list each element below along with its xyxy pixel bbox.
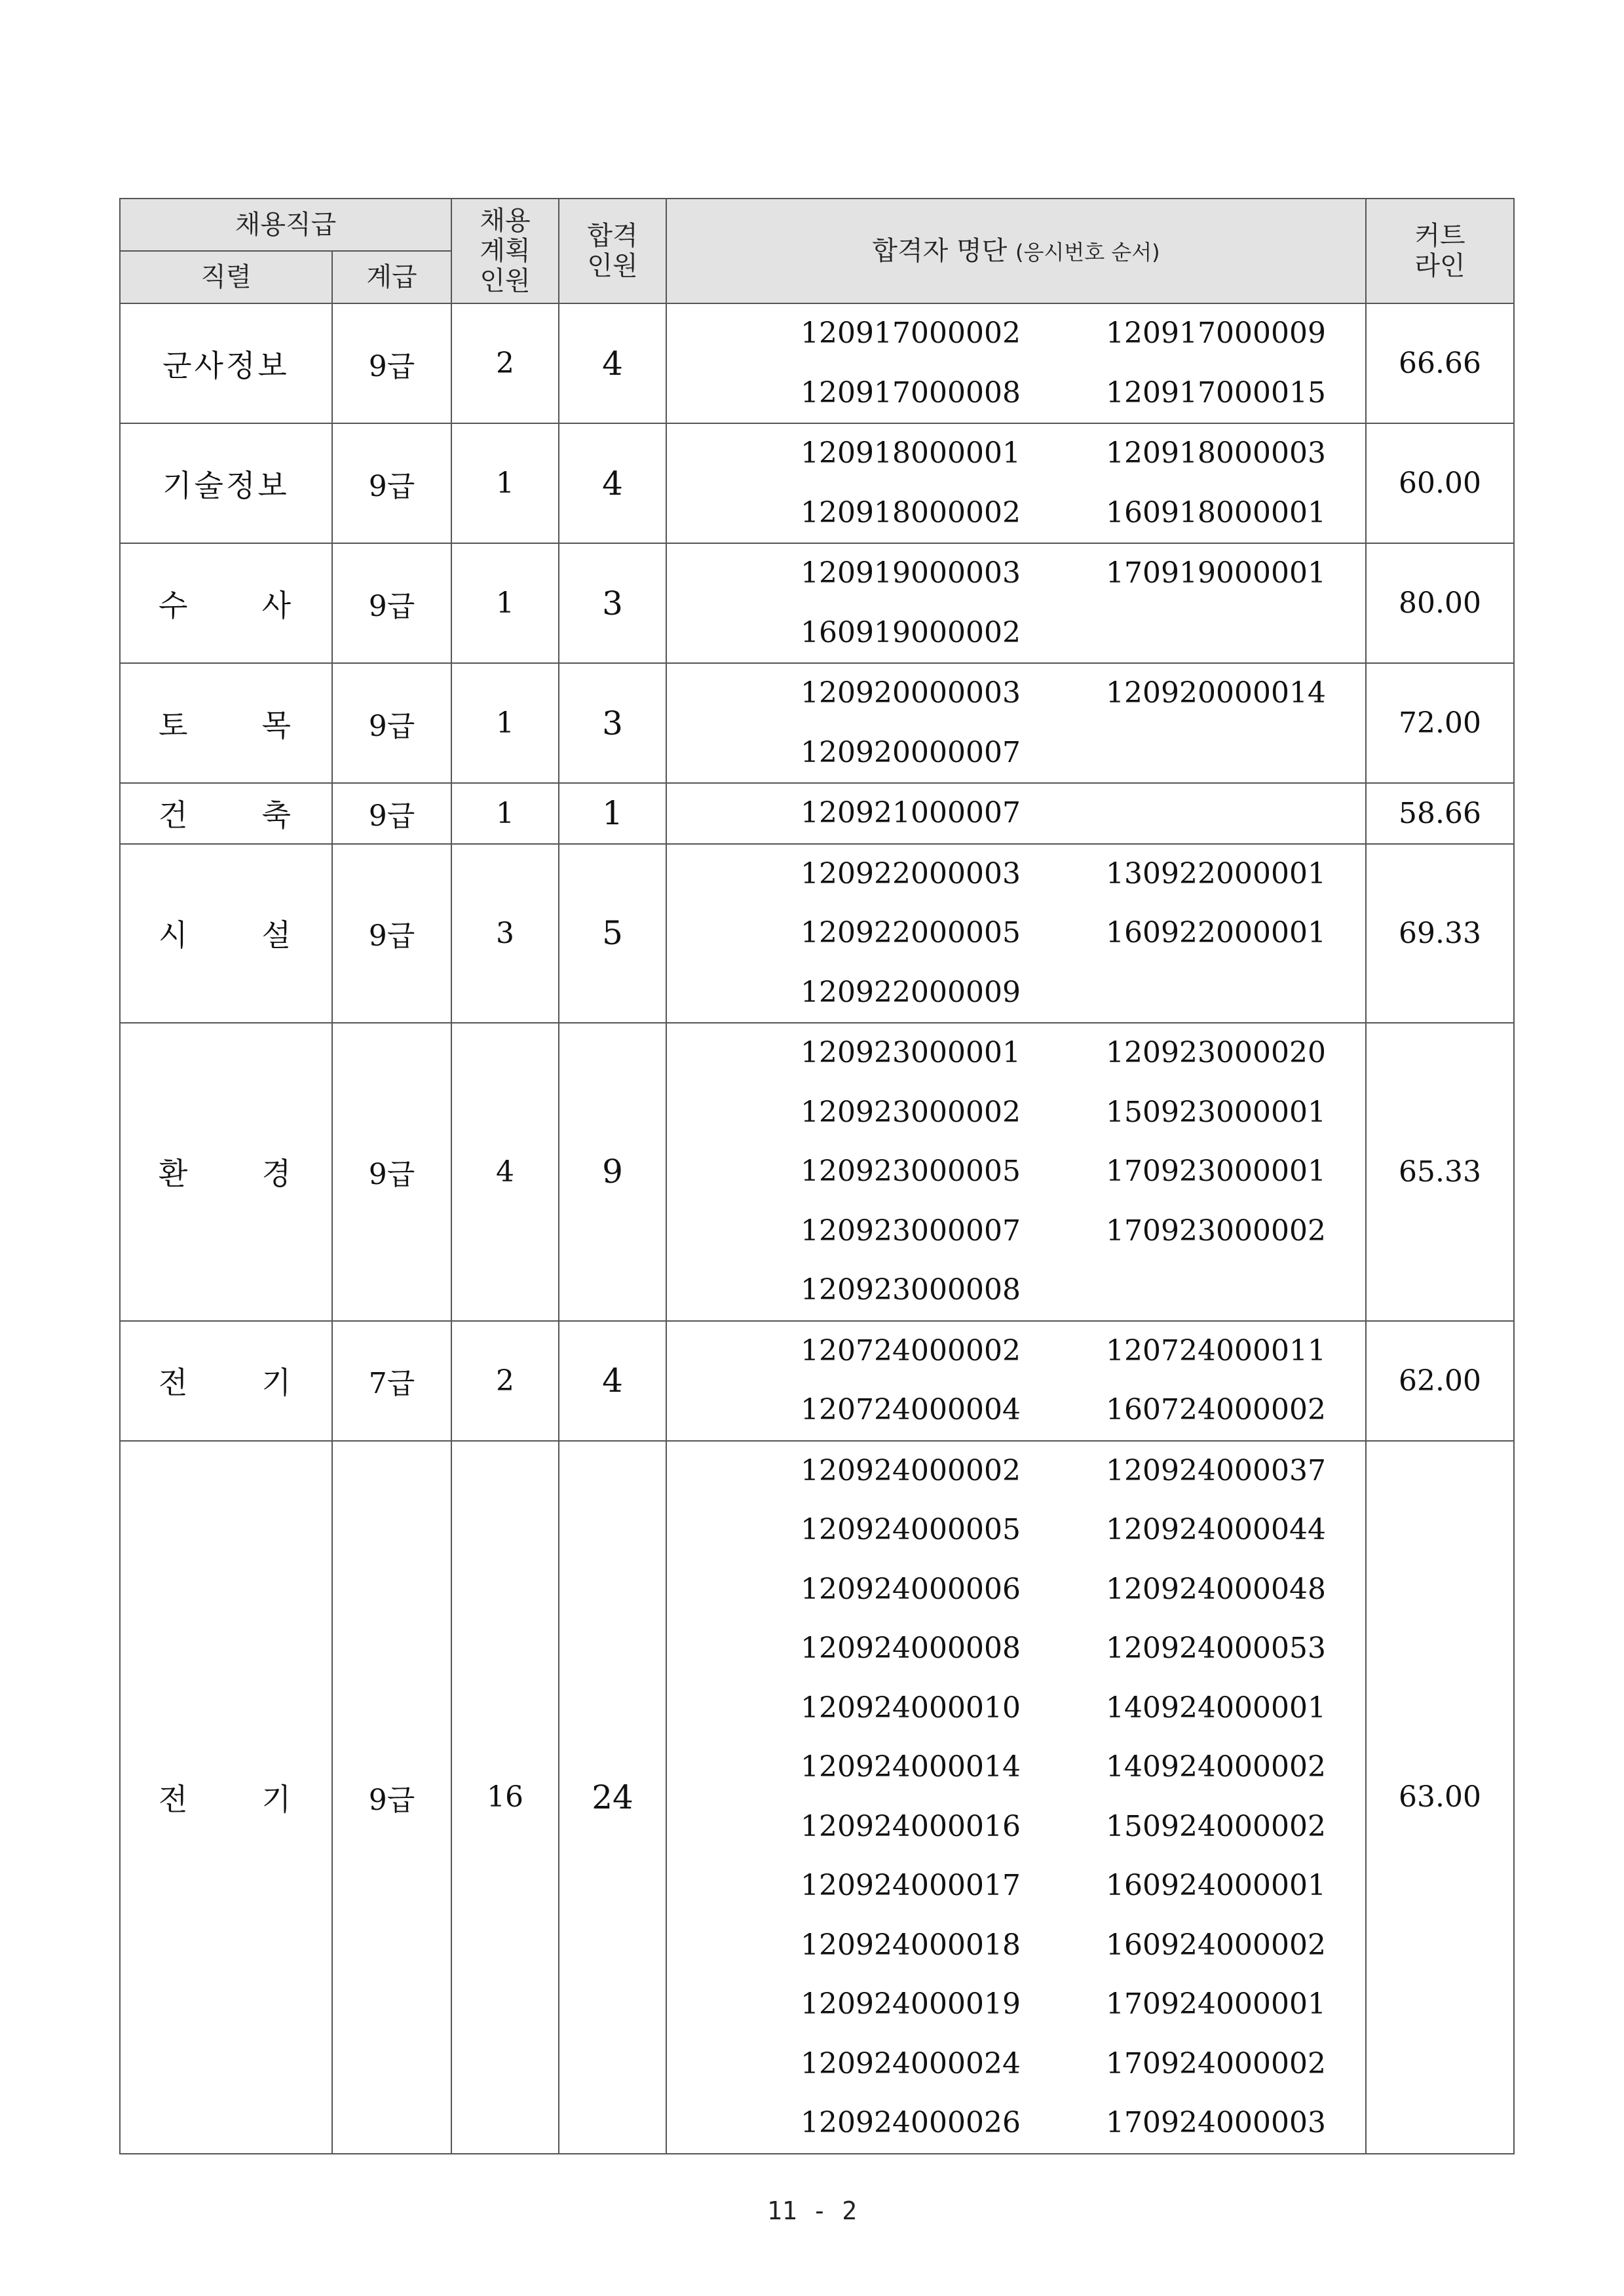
header-plan-line3: 인원 bbox=[480, 266, 531, 296]
table-body bbox=[120, 303, 1514, 2154]
plan-count-cell: 1 bbox=[451, 423, 559, 543]
position-cell bbox=[120, 1023, 332, 1321]
exam-number: 120923000020 bbox=[1106, 1036, 1326, 1069]
pass-count-cell: 4 bbox=[559, 1321, 666, 1441]
exam-number: 150924000002 bbox=[1106, 1809, 1326, 1843]
exam-number: 120924000006 bbox=[801, 1572, 1021, 1606]
name-list-cell bbox=[666, 1441, 1366, 2154]
position-cell bbox=[120, 1321, 332, 1441]
position-char: 목 bbox=[261, 707, 293, 743]
exam-number: 140924000001 bbox=[1106, 1691, 1326, 1725]
table-row bbox=[120, 783, 1514, 844]
exam-number: 120917000009 bbox=[1106, 316, 1326, 350]
plan-count-cell: 3 bbox=[451, 844, 559, 1024]
position-label bbox=[121, 911, 331, 955]
position-char: 축 bbox=[261, 797, 293, 833]
exam-number: 120924000053 bbox=[1106, 1632, 1326, 1665]
exam-number: 120917000002 bbox=[801, 316, 1021, 350]
exam-number: 120920000014 bbox=[1106, 676, 1326, 710]
exam-number: 120922000003 bbox=[801, 856, 1021, 890]
exam-number: 120924000014 bbox=[801, 1750, 1021, 1784]
grade-cell: 9급 bbox=[332, 423, 451, 543]
exam-number: 160918000001 bbox=[1106, 495, 1326, 529]
exam-number: 120924000024 bbox=[801, 2046, 1021, 2080]
plan-count-cell: 1 bbox=[451, 543, 559, 663]
results-table bbox=[119, 198, 1515, 2154]
plan-count-cell: 2 bbox=[451, 1321, 559, 1441]
grade-cell: 9급 bbox=[332, 303, 451, 423]
exam-number: 120923000002 bbox=[801, 1095, 1021, 1129]
header-pass-line1: 합격 bbox=[587, 221, 638, 251]
grade-cell: 9급 bbox=[332, 1023, 451, 1321]
header-cutline bbox=[1366, 199, 1514, 303]
table-header bbox=[120, 199, 1514, 303]
cutline-cell: 69.33 bbox=[1366, 844, 1514, 1024]
table-row bbox=[120, 303, 1514, 423]
exam-number: 120924000019 bbox=[801, 1987, 1021, 2021]
position-cell bbox=[120, 543, 332, 663]
name-list bbox=[667, 544, 1365, 662]
plan-count-cell: 4 bbox=[451, 1023, 559, 1321]
position-char: 경 bbox=[261, 1156, 293, 1192]
position-cell bbox=[120, 844, 332, 1024]
grade-cell: 9급 bbox=[332, 663, 451, 783]
position-char: 토 bbox=[159, 707, 191, 743]
position-label bbox=[121, 582, 331, 625]
name-list-cell bbox=[666, 423, 1366, 543]
pass-count-cell: 5 bbox=[559, 844, 666, 1024]
position-cell bbox=[120, 303, 332, 423]
cutline-cell: 63.00 bbox=[1366, 1441, 1514, 2154]
exam-number: 160924000001 bbox=[1106, 1869, 1326, 1902]
name-list bbox=[667, 664, 1365, 782]
cutline-cell: 62.00 bbox=[1366, 1321, 1514, 1441]
exam-number: 120918000002 bbox=[801, 495, 1021, 529]
exam-number: 160924000002 bbox=[1106, 1928, 1326, 1962]
exam-number: 120924000002 bbox=[801, 1453, 1021, 1487]
position-char: 전 bbox=[159, 1365, 191, 1400]
pass-count-cell: 4 bbox=[559, 303, 666, 423]
exam-number: 120923000007 bbox=[801, 1214, 1021, 1248]
exam-number: 120724000002 bbox=[801, 1333, 1021, 1368]
name-list-cell bbox=[666, 303, 1366, 423]
position-char: 설 bbox=[261, 917, 293, 953]
name-list-cell bbox=[666, 1321, 1366, 1441]
name-list-cell bbox=[666, 1023, 1366, 1321]
name-list-cell bbox=[666, 783, 1366, 844]
position-label bbox=[121, 1359, 331, 1402]
position-char: 환 bbox=[159, 1156, 191, 1192]
cutline-cell: 65.33 bbox=[1366, 1023, 1514, 1321]
exam-number: 120924000016 bbox=[801, 1809, 1021, 1843]
position-char: 사 bbox=[261, 587, 293, 623]
exam-number: 160919000002 bbox=[801, 615, 1021, 649]
exam-number: 120922000009 bbox=[801, 975, 1021, 1009]
header-recruit-grade: 채용직급 bbox=[120, 199, 451, 251]
header-list-main: 합격자 명단 bbox=[872, 236, 1008, 266]
exam-number: 170923000002 bbox=[1106, 1214, 1326, 1248]
exam-number: 120924000005 bbox=[801, 1513, 1021, 1546]
grade-cell: 9급 bbox=[332, 1441, 451, 2154]
grade-cell: 9급 bbox=[332, 543, 451, 663]
name-list-cell bbox=[666, 844, 1366, 1024]
exam-number: 170919000001 bbox=[1106, 556, 1326, 590]
grade-cell: 9급 bbox=[332, 783, 451, 844]
table-row bbox=[120, 844, 1514, 1024]
position-char: 기 bbox=[261, 1365, 293, 1400]
cutline-cell: 58.66 bbox=[1366, 783, 1514, 844]
exam-number: 120724000011 bbox=[1106, 1333, 1326, 1368]
exam-number: 120924000026 bbox=[801, 2106, 1021, 2139]
position-label bbox=[121, 702, 331, 745]
header-plan-count bbox=[451, 199, 559, 303]
header-list-note: (응시번호 순서) bbox=[1015, 240, 1160, 265]
exam-number: 120918000001 bbox=[801, 436, 1021, 470]
position-label bbox=[121, 1150, 331, 1193]
exam-number: 120924000044 bbox=[1106, 1513, 1326, 1546]
name-list bbox=[667, 845, 1365, 1023]
pass-count-cell: 3 bbox=[559, 543, 666, 663]
plan-count-cell: 16 bbox=[451, 1441, 559, 2154]
header-grade: 계급 bbox=[332, 251, 451, 303]
grade-cell: 7급 bbox=[332, 1321, 451, 1441]
cutline-cell: 60.00 bbox=[1366, 423, 1514, 543]
exam-number: 120918000003 bbox=[1106, 436, 1326, 470]
exam-number: 130922000001 bbox=[1106, 856, 1326, 890]
plan-count-cell: 1 bbox=[451, 663, 559, 783]
header-position: 직렬 bbox=[120, 251, 332, 303]
header-plan-line1: 채용 bbox=[480, 206, 531, 236]
exam-number: 120922000005 bbox=[801, 916, 1021, 949]
name-list bbox=[667, 1322, 1365, 1440]
exam-number: 120724000004 bbox=[801, 1393, 1021, 1426]
exam-number: 120924000048 bbox=[1106, 1572, 1326, 1606]
position-cell bbox=[120, 1441, 332, 2154]
exam-number: 120924000018 bbox=[801, 1928, 1021, 1962]
exam-number: 120923000005 bbox=[801, 1155, 1021, 1188]
name-list-cell bbox=[666, 543, 1366, 663]
page-number: 11 - 2 bbox=[766, 2196, 858, 2225]
pass-count-cell: 24 bbox=[559, 1441, 666, 2154]
position-char: 시 bbox=[159, 917, 191, 953]
position-char: 수 bbox=[159, 587, 191, 623]
table-row bbox=[120, 1441, 1514, 2154]
name-list bbox=[667, 304, 1365, 423]
exam-number: 120920000003 bbox=[801, 676, 1021, 710]
cutline-cell: 72.00 bbox=[1366, 663, 1514, 783]
exam-number: 170924000002 bbox=[1106, 2046, 1326, 2080]
exam-number: 120924000010 bbox=[801, 1691, 1021, 1725]
name-list bbox=[667, 1442, 1365, 2153]
exam-number: 120919000003 bbox=[801, 556, 1021, 590]
header-pass-line2: 인원 bbox=[587, 251, 638, 281]
position-char: 전 bbox=[159, 1781, 191, 1817]
exam-number: 120917000015 bbox=[1106, 375, 1326, 410]
exam-number: 170923000001 bbox=[1106, 1155, 1326, 1188]
position-char: 기 bbox=[261, 1781, 293, 1817]
position-label: 군사정보 bbox=[162, 347, 290, 383]
exam-number: 160724000002 bbox=[1106, 1393, 1326, 1426]
exam-number: 120921000007 bbox=[801, 796, 1021, 830]
pass-count-cell: 4 bbox=[559, 423, 666, 543]
exam-number: 140924000002 bbox=[1106, 1750, 1326, 1784]
position-label bbox=[121, 1776, 331, 1819]
position-label: 기술정보 bbox=[162, 467, 290, 503]
table-row bbox=[120, 423, 1514, 543]
exam-number: 170924000003 bbox=[1106, 2106, 1326, 2139]
pass-count-cell: 9 bbox=[559, 1023, 666, 1321]
name-list bbox=[667, 784, 1365, 843]
position-label bbox=[121, 792, 331, 835]
header-plan-line2: 계획 bbox=[480, 236, 531, 266]
position-cell bbox=[120, 783, 332, 844]
position-cell bbox=[120, 423, 332, 543]
exam-number: 120924000037 bbox=[1106, 1453, 1326, 1487]
exam-number: 120917000008 bbox=[801, 375, 1021, 410]
exam-number: 120923000008 bbox=[801, 1273, 1021, 1307]
exam-number: 170924000001 bbox=[1106, 1987, 1326, 2021]
name-list bbox=[667, 424, 1365, 543]
plan-count-cell: 2 bbox=[451, 303, 559, 423]
header-cut-line2: 라인 bbox=[1414, 251, 1465, 281]
exam-number: 120923000001 bbox=[801, 1036, 1021, 1069]
pass-count-cell: 3 bbox=[559, 663, 666, 783]
exam-number: 120924000017 bbox=[801, 1869, 1021, 1902]
table-row bbox=[120, 663, 1514, 783]
table-row bbox=[120, 543, 1514, 663]
position-char: 건 bbox=[159, 797, 191, 833]
table-row bbox=[120, 1023, 1514, 1321]
cutline-cell: 80.00 bbox=[1366, 543, 1514, 663]
name-list-cell bbox=[666, 663, 1366, 783]
plan-count-cell: 1 bbox=[451, 783, 559, 844]
exam-number: 120920000007 bbox=[801, 735, 1021, 769]
grade-cell: 9급 bbox=[332, 844, 451, 1024]
exam-number: 150923000001 bbox=[1106, 1095, 1326, 1129]
cutline-cell: 66.66 bbox=[1366, 303, 1514, 423]
header-cut-line1: 커트 bbox=[1414, 221, 1465, 251]
table-row bbox=[120, 1321, 1514, 1441]
exam-number: 120924000008 bbox=[801, 1632, 1021, 1665]
header-pass-count bbox=[559, 199, 666, 303]
header-name-list bbox=[666, 199, 1366, 303]
pass-count-cell: 1 bbox=[559, 783, 666, 844]
name-list bbox=[667, 1024, 1365, 1320]
exam-number: 160922000001 bbox=[1106, 916, 1326, 949]
position-cell bbox=[120, 663, 332, 783]
